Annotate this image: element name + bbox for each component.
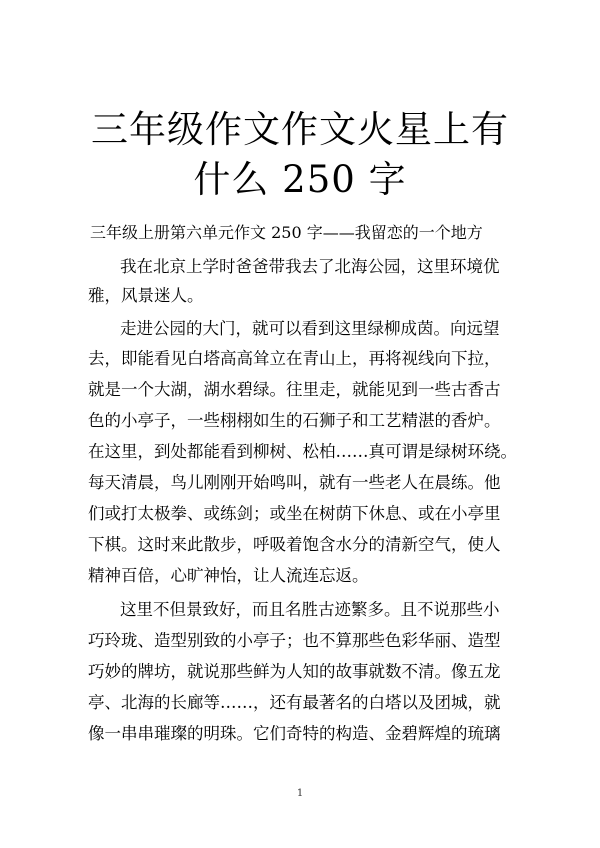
paragraph-line: 我在北京上学时爸爸带我去了北海公园，这里环境优 bbox=[120, 257, 500, 276]
paragraph-line: 每天清晨，鸟儿刚刚开始鸣叫，就有一些老人在晨练。他 bbox=[88, 473, 501, 492]
paragraph-line: 们或打太极拳、或练剑；或坐在树荫下休息、或在小亭里 bbox=[88, 504, 501, 523]
document-title-line-1: 三年级作文作文火星上有 bbox=[91, 108, 509, 151]
paragraph-line: 色的小亭子，一些栩栩如生的石狮子和工艺精湛的香炉。 bbox=[88, 411, 501, 430]
page-number: 1 bbox=[296, 788, 304, 799]
paragraph-line: 走进公园的大门，就可以看到这里绿柳成茵。向远望 bbox=[120, 319, 500, 338]
document-subtitle: 三年级上册第六单元作文 250 字——我留恋的一个地方 bbox=[90, 223, 483, 242]
paragraph-line: 下棋。这时来此散步，呼吸着饱含水分的清新空气，使人 bbox=[88, 535, 501, 554]
paragraph-line: 去，即能看见白塔高高耸立在青山上，再将视线向下拉， bbox=[88, 349, 501, 368]
paragraph-line: 在这里，到处都能看到柳树、松柏……真可谓是绿树环绕。 bbox=[88, 442, 517, 461]
paragraph-line: 就是一个大湖，湖水碧绿。往里走，就能见到一些古香古 bbox=[88, 380, 501, 399]
document-title-line-2: 什么 250 字 bbox=[193, 158, 407, 201]
paragraph-line: 这里不但景致好，而且名胜古迹繁多。且不说那些小 bbox=[120, 600, 500, 619]
paragraph-line: 亭、北海的长廊等……，还有最著名的白塔以及团城，就 bbox=[88, 693, 501, 712]
paragraph-line: 雅，风景迷人。 bbox=[88, 286, 204, 305]
paragraph-line: 精神百倍，心旷神怡，让人流连忘返。 bbox=[88, 566, 369, 585]
paragraph-line: 巧玲珑、造型别致的小亭子；也不算那些色彩华丽、造型 bbox=[88, 631, 501, 650]
paragraph-line: 巧妙的牌坊，就说那些鲜为人知的故事就数不清。像五龙 bbox=[88, 662, 501, 681]
paragraph-line: 像一串串璀璨的明珠。它们奇特的构造、金碧辉煌的琉璃 bbox=[88, 724, 501, 743]
